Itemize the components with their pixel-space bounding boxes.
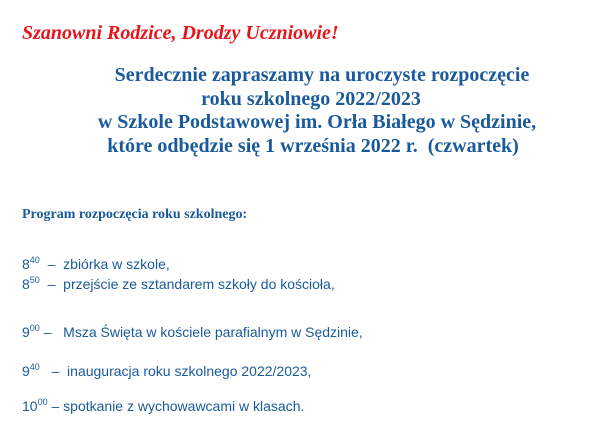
program-item	[22, 363, 311, 379]
greeting-heading: Szanowni Rodzice, Drodzy Uczniowie!	[22, 22, 339, 44]
item-text: – Msza Święta w kościele parafialnym w Sędzinie,	[39, 324, 363, 340]
item-hour: 8	[22, 256, 30, 272]
invitation-line-3: w Szkole Podstawowej im. Orła Białego w Sędzinie,	[97, 111, 537, 133]
item-text: – inauguracja roku szkolnego 2022/2023,	[39, 363, 312, 379]
item-hour: 9	[22, 324, 30, 340]
item-hour: 9	[22, 363, 30, 379]
item-text: – spotkanie z wychowawcami w klasach.	[47, 398, 305, 414]
program-item	[22, 324, 363, 340]
invitation-line-2: roku szkolnego 2022/2023	[201, 87, 421, 110]
item-text: – zbiórka w szkole,	[39, 256, 170, 272]
invitation-text	[0, 64, 600, 158]
item-minutes: 50	[29, 275, 40, 285]
item-minutes: 00	[29, 323, 40, 333]
item-minutes: 40	[29, 362, 40, 372]
invitation-line-1: Serdecznie zapraszamy na uroczyste rozpoczęcie	[114, 64, 530, 86]
item-minutes: 00	[37, 397, 48, 407]
program-item	[22, 398, 304, 414]
item-hour: 8	[22, 276, 30, 292]
item-text: – przejście ze sztandarem szkoły do kościoła,	[39, 276, 335, 292]
program-item	[22, 256, 170, 272]
invitation-line-4: które odbędzie się 1 września 2022 r. (czwartek)	[107, 134, 519, 157]
item-minutes: 40	[29, 255, 40, 265]
program-item	[22, 276, 335, 292]
item-hour: 10	[22, 398, 38, 414]
program-title: Program rozpoczęcia roku szkolnego:	[22, 207, 248, 222]
